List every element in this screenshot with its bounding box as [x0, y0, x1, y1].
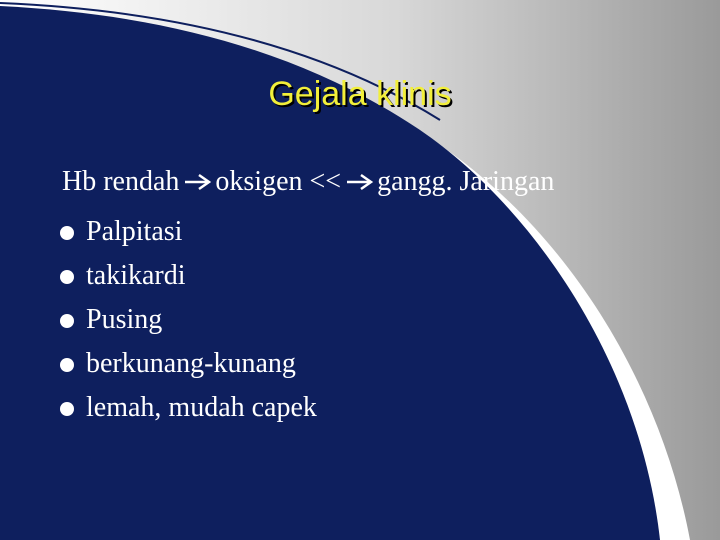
bullet-dot-icon [60, 314, 74, 328]
list-item [60, 386, 317, 430]
list-item [60, 254, 317, 298]
intro-line [62, 164, 554, 200]
intro-text-hb: Hb rendah [62, 166, 180, 197]
bullet-dot-icon [60, 226, 74, 240]
list-item-label: berkunang-kunang [86, 348, 296, 379]
bullet-dot-icon [60, 402, 74, 416]
right-arrow-icon [183, 172, 213, 192]
bullet-dot-icon [60, 358, 74, 372]
bullet-dot-icon [60, 270, 74, 284]
list-item-label: lemah, mudah capek [86, 392, 317, 423]
symptom-list [60, 210, 317, 430]
intro-text-oksigen: oksigen << [215, 166, 342, 197]
list-item-label: Pusing [86, 304, 163, 335]
slide-title: Gejala klinis [268, 75, 452, 113]
intro-text-jaringan: gangg. Jaringan [377, 166, 555, 197]
right-arrow-icon [345, 172, 375, 192]
list-item [60, 342, 317, 386]
list-item [60, 298, 317, 342]
list-item [60, 210, 317, 254]
list-item-label: takikardi [86, 260, 186, 291]
list-item-label: Palpitasi [86, 216, 183, 247]
